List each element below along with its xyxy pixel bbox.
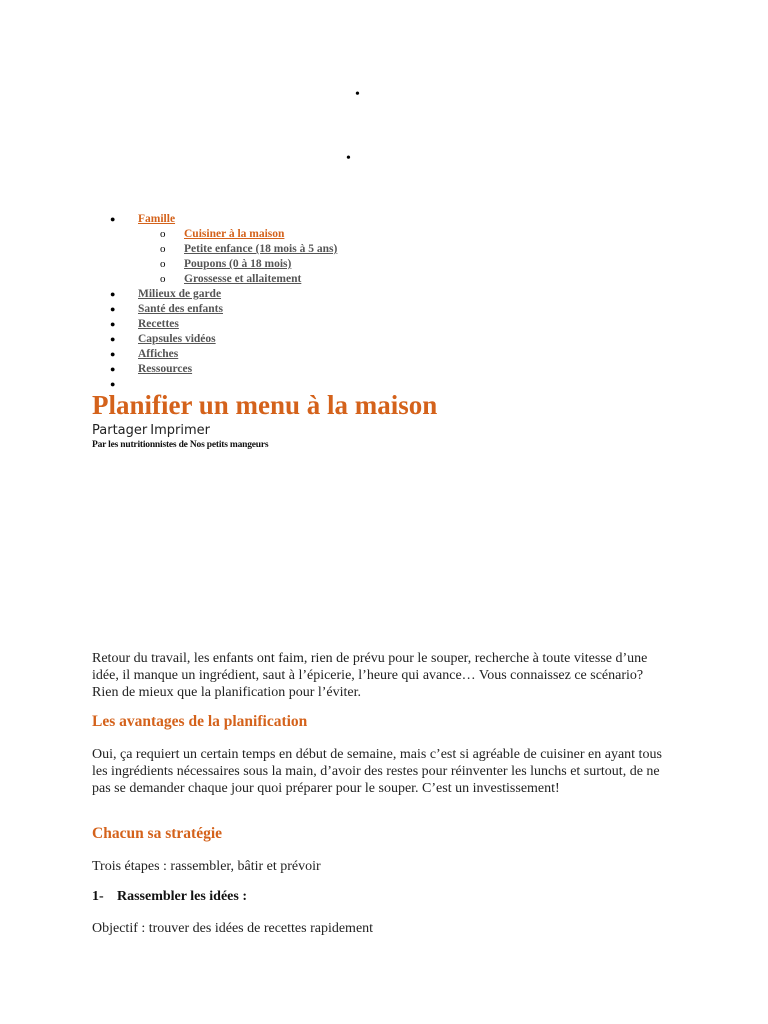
bullet-icon: ● [110, 349, 116, 359]
objective-paragraph: Objectif : trouver des idées de recettes rapidement [92, 921, 374, 936]
share-link[interactable]: Partager [92, 423, 148, 438]
nav-link-petite-enfance[interactable]: Petite enfance (18 mois à 5 ans) [184, 243, 338, 255]
nav-link-recettes[interactable]: Recettes [138, 318, 179, 330]
bullet-icon: ● [110, 304, 116, 314]
top-bullet-2: • [346, 151, 351, 166]
nav-link-milieux-de-garde[interactable]: Milieux de garde [138, 288, 222, 300]
section-heading-avantages: Les avantages de la planification [92, 713, 308, 730]
circle-bullet-icon: o [160, 273, 166, 285]
bullet-icon: ● [110, 319, 116, 329]
print-link[interactable]: Imprimer [150, 423, 210, 438]
nav-item-ressources [110, 362, 510, 377]
main-nav [110, 212, 510, 392]
step-1-number: 1- [92, 889, 104, 904]
nav-link-cuisiner-a-la-maison[interactable]: Cuisiner à la maison [184, 228, 285, 240]
bullet-icon: ● [110, 214, 116, 224]
share-bar [92, 423, 213, 438]
step-1-heading [92, 889, 247, 905]
article-title: Planifier un menu à la maison [92, 390, 438, 420]
byline: Par les nutritionnistes de Nos petits mangeurs [92, 440, 269, 450]
top-bullet-1: • [355, 87, 360, 102]
bullet-icon: ● [110, 334, 116, 344]
nav-link-capsules-videos[interactable]: Capsules vidéos [138, 333, 216, 345]
avantages-paragraph: Oui, ça requiert un certain temps en début de semaine, mais c’est si agréable de cuisiner en ayant tous les ingrédients nécessaires sous la main, d’avoir des restes pour réinventer les lunchs et surtout, de ne pas se demander chaque jour quoi préparer pour le souper. C’est un investissement! [92, 747, 662, 796]
section-heading-strategie: Chacun sa stratégie [92, 825, 223, 842]
circle-bullet-icon: o [160, 258, 166, 270]
circle-bullet-icon: o [160, 228, 166, 240]
nav-link-poupons[interactable]: Poupons (0 à 18 mois) [184, 258, 292, 270]
nav-item-famille [110, 212, 510, 227]
nav-subitem-poupons [110, 257, 510, 272]
nav-link-sante-des-enfants[interactable]: Santé des enfants [138, 303, 223, 315]
nav-item-milieux-de-garde [110, 287, 510, 302]
nav-item-affiches [110, 347, 510, 362]
bullet-icon: ● [110, 379, 116, 389]
step-1-title: Rassembler les idées : [117, 889, 247, 904]
nav-link-affiches[interactable]: Affiches [138, 348, 179, 360]
strategie-paragraph: Trois étapes : rassembler, bâtir et prévoir [92, 859, 321, 874]
nav-item-recettes [110, 317, 510, 332]
nav-item-capsules [110, 332, 510, 347]
nav-subitem-cuisiner [110, 227, 510, 242]
nav-subitem-petite-enfance [110, 242, 510, 257]
bullet-icon: ● [110, 289, 116, 299]
circle-bullet-icon: o [160, 243, 166, 255]
intro-paragraph: Retour du travail, les enfants ont faim, rien de prévu pour le souper, recherche à toute vitesse d’une idée, il manque un ingrédient, saut à l’épicerie, l’heure qui avance… Vous connaissez ce scénario? Rien de mieux que la planification pour l’éviter. [92, 651, 648, 700]
nav-item-sante [110, 302, 510, 317]
nav-subitem-grossesse [110, 272, 510, 287]
nav-link-famille[interactable]: Famille [138, 213, 176, 225]
bullet-icon: ● [110, 364, 116, 374]
nav-link-grossesse-allaitement[interactable]: Grossesse et allaitement [184, 273, 302, 285]
nav-link-ressources[interactable]: Ressources [138, 363, 193, 375]
